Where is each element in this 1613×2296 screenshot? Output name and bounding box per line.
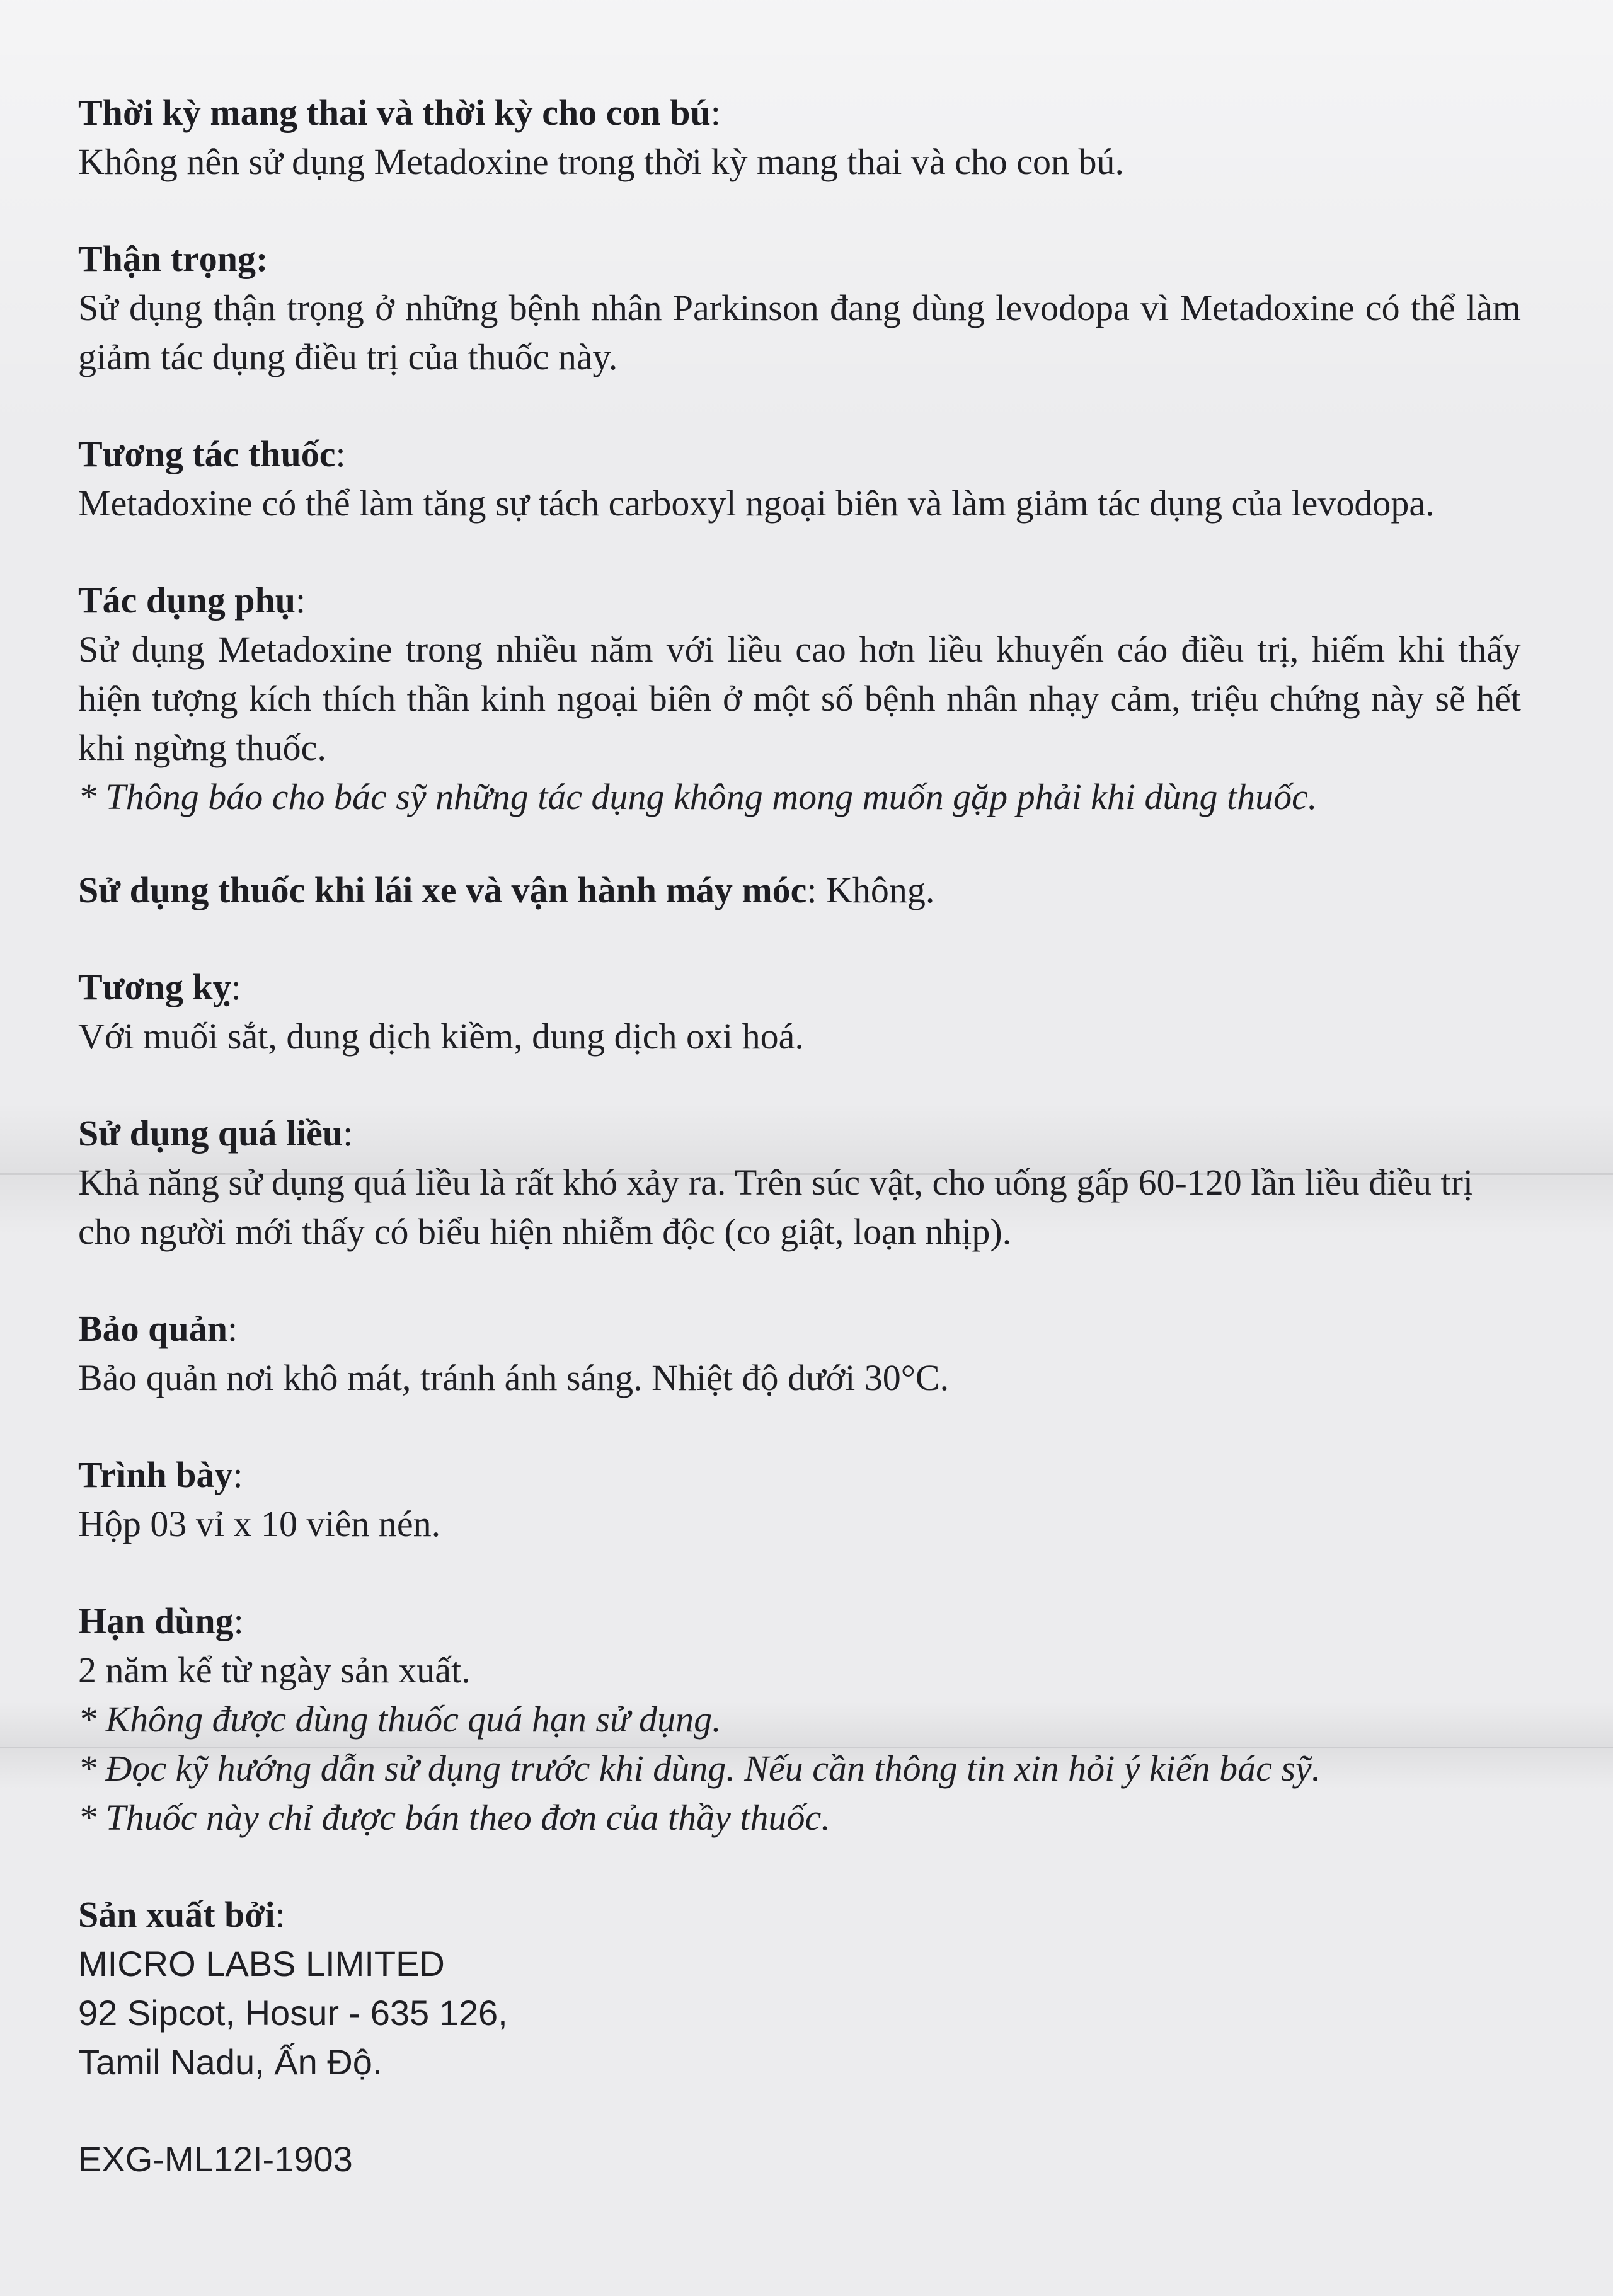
section-heading: Tương tác thuốc: xyxy=(78,433,346,474)
section-caution xyxy=(78,234,1521,382)
section-heading: Sử dụng thuốc khi lái xe và vận hành máy móc: Không. xyxy=(78,870,935,910)
section-text: Hộp 03 vỉ x 10 viên nén. xyxy=(78,1503,441,1544)
section-text: Với muối sắt, dung dịch kiềm, dung dịch oxi hoá. xyxy=(78,1016,804,1057)
section-side-effects xyxy=(78,576,1521,822)
section-text: Metadoxine có thể làm tăng sự tách carboxyl ngoại biên và làm giảm tác dụng của levodopa. xyxy=(78,483,1435,524)
leaflet-content xyxy=(78,88,1521,2184)
document-code: EXG-ML12I-1903 xyxy=(78,2139,353,2179)
section-presentation xyxy=(78,1450,1521,1549)
section-text: Không nên sử dụng Metadoxine trong thời kỳ mang thai và cho con bú. xyxy=(78,141,1125,182)
section-heading: Sử dụng quá liều: xyxy=(78,1113,353,1154)
section-note: * Không được dùng thuốc quá hạn sử dụng. xyxy=(78,1699,721,1740)
section-shelf-life xyxy=(78,1597,1521,1842)
section-text: Sử dụng thận trọng ở những bệnh nhân Parkinson đang dùng levodopa vì Metadoxine có thể làm giảm tác dụng điều trị của thuốc này. xyxy=(78,287,1521,377)
section-text: 2 năm kể từ ngày sản xuất. xyxy=(78,1650,471,1690)
section-incompatibility xyxy=(78,963,1521,1061)
section-overdose xyxy=(78,1109,1521,1256)
section-text: Sử dụng Metadoxine trong nhiều năm với liều cao hơn liều khuyến cáo điều trị, hiếm khi thấy hiện tượng kích thích thần kinh ngoại biên ở một số bệnh nhân nhạy cảm, triệu chứng này sẽ hết khi ngừng thuốc. xyxy=(78,629,1521,768)
section-storage xyxy=(78,1304,1521,1403)
manufacturer-name: MICRO LABS LIMITED xyxy=(78,1944,445,1983)
section-driving xyxy=(78,866,1521,915)
section-heading: Bảo quản: xyxy=(78,1308,238,1349)
section-text: Khả năng sử dụng quá liều là rất khó xảy ra. Trên súc vật, cho uống gấp 60-120 lần liều điều trị cho người mới thấy có biểu hiện nhiễm độc (co giật, loạn nhịp). xyxy=(78,1162,1474,1252)
section-note: * Đọc kỹ hướng dẫn sử dụng trước khi dùng. Nếu cần thông tin xin hỏi ý kiến bác sỹ. xyxy=(78,1748,1321,1789)
section-heading: Thời kỳ mang thai và thời kỳ cho con bú: xyxy=(78,92,721,133)
manufacturer-address: 92 Sipcot, Hosur - 635 126, xyxy=(78,1993,508,2033)
section-heading: Tương kỵ: xyxy=(78,967,241,1007)
section-note: * Thông báo cho bác sỹ những tác dụng không mong muốn gặp phải khi dùng thuốc. xyxy=(78,776,1317,817)
section-interactions xyxy=(78,430,1521,528)
section-manufacturer xyxy=(78,1890,1521,2087)
section-heading: Sản xuất bởi: xyxy=(78,1894,285,1935)
manufacturer-address: Tamil Nadu, Ấn Độ. xyxy=(78,2042,382,2082)
section-heading: Thận trọng: xyxy=(78,238,268,279)
section-text: Bảo quản nơi khô mát, tránh ánh sáng. Nhiệt độ dưới 30°C. xyxy=(78,1357,950,1398)
section-heading: Trình bày: xyxy=(78,1454,243,1495)
section-pregnancy xyxy=(78,88,1521,187)
section-heading: Tác dụng phụ: xyxy=(78,580,306,621)
section-heading: Hạn dùng: xyxy=(78,1600,244,1641)
section-note: * Thuốc này chỉ được bán theo đơn của thầy thuốc. xyxy=(78,1797,830,1838)
